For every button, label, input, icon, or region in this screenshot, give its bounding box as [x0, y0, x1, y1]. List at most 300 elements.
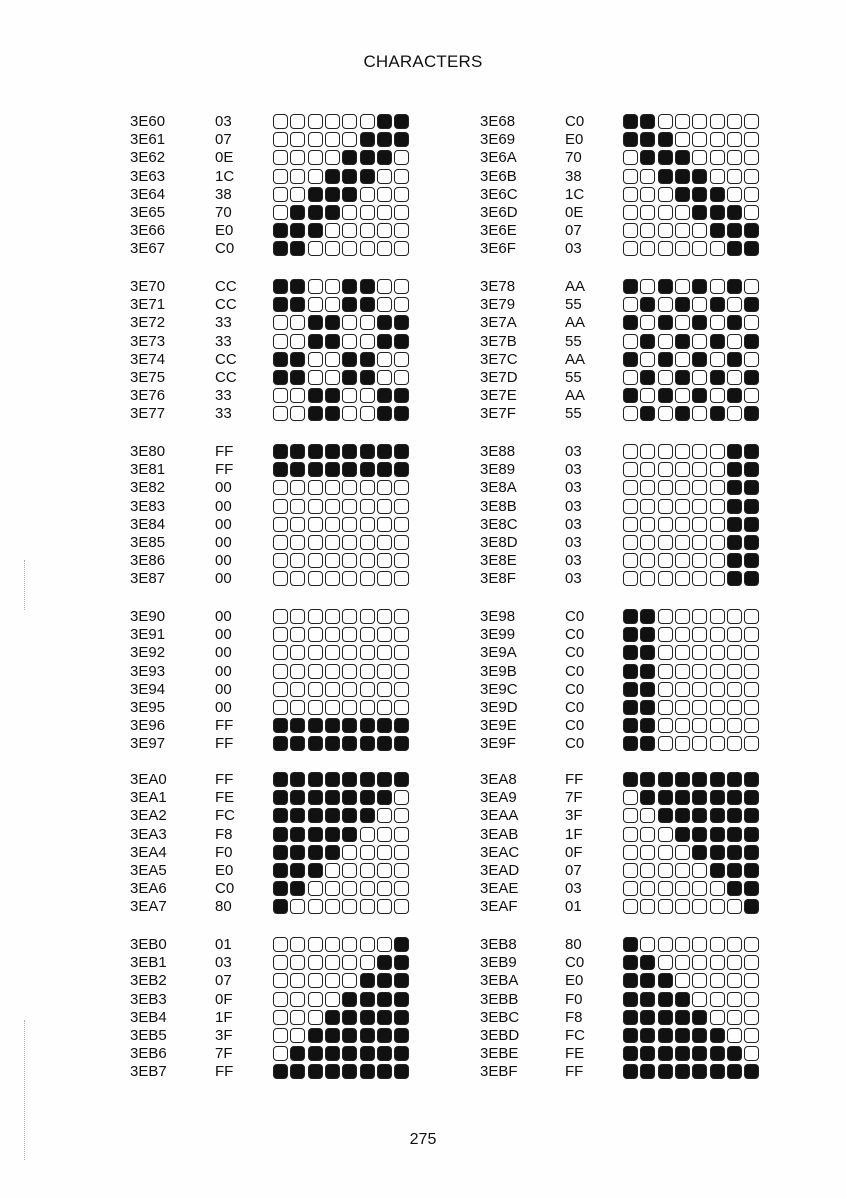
hex-value: FC [215, 807, 235, 825]
pixel-on [658, 1010, 673, 1025]
pixel-off [675, 279, 690, 294]
pixel-on [727, 790, 742, 805]
pixel-off [308, 370, 323, 385]
pixel-off [623, 808, 638, 823]
pixel-on [308, 736, 323, 751]
pixel-on [727, 499, 742, 514]
pixel-on [692, 169, 707, 184]
pixel-off [325, 352, 340, 367]
pixel-on [394, 718, 409, 733]
pixel-on [675, 1064, 690, 1079]
pixel-on [727, 462, 742, 477]
address-label: 3E97 [130, 735, 166, 753]
pixel-off [394, 682, 409, 697]
pixel-off [325, 150, 340, 165]
pixel-off [710, 553, 725, 568]
pixel-off [377, 881, 392, 896]
address-label: 3E84 [130, 515, 166, 533]
pixel-off [675, 845, 690, 860]
pixel-off [710, 609, 725, 624]
pixel-off [658, 334, 673, 349]
address-label: 3EB7 [130, 1063, 167, 1081]
pixel-off [658, 937, 673, 952]
pixel-off [360, 535, 375, 550]
pixel-off [308, 881, 323, 896]
pixel-off [360, 664, 375, 679]
address-label: 3EBA [480, 972, 519, 990]
pixel-off [640, 279, 655, 294]
pixel-off [675, 973, 690, 988]
pixel-off [658, 462, 673, 477]
hex-value: C0 [215, 880, 235, 898]
address-label: 3E70 [130, 278, 166, 295]
pixel-on [744, 881, 759, 896]
pixel-on [744, 480, 759, 495]
pixel-off [290, 480, 305, 495]
pixel-on [394, 1046, 409, 1061]
address-label: 3E81 [130, 461, 166, 479]
pixel-on [308, 863, 323, 878]
pixel-on [623, 627, 638, 642]
pixel-off [692, 899, 707, 914]
pixel-off [727, 132, 742, 147]
pixel-off [710, 241, 725, 256]
pixel-off [692, 571, 707, 586]
pixel-off [675, 955, 690, 970]
pixel-off [623, 297, 638, 312]
pixel-off [360, 682, 375, 697]
pixel-on [325, 334, 340, 349]
address-label: 3E72 [130, 314, 166, 332]
pixel-on [377, 406, 392, 421]
pixel-off [273, 937, 288, 952]
pixel-off [658, 499, 673, 514]
address-label: 3E67 [130, 240, 166, 258]
hex-value: FF [215, 461, 234, 479]
pixel-on [623, 1010, 638, 1025]
pixel-on [377, 1046, 392, 1061]
pixel-off [273, 973, 288, 988]
pixel-on [727, 241, 742, 256]
pixel-off [710, 132, 725, 147]
pixel-off [727, 682, 742, 697]
pixel-on [273, 881, 288, 896]
pixel-on [675, 370, 690, 385]
pixel-off [744, 609, 759, 624]
hex-value: C0 [565, 680, 585, 698]
pixel-off [692, 664, 707, 679]
pixel-off [623, 406, 638, 421]
pixel-off [692, 150, 707, 165]
address-label: 3E8A [480, 479, 517, 497]
pixel-off [377, 645, 392, 660]
pixel-on [360, 444, 375, 459]
pixel-off [623, 881, 638, 896]
pixel-off [394, 664, 409, 679]
pixel-off [640, 553, 655, 568]
pixel-off [710, 150, 725, 165]
pixel-off [727, 899, 742, 914]
pixel-on [692, 1010, 707, 1025]
pixel-on [727, 480, 742, 495]
pixel-off [692, 499, 707, 514]
pixel-on [744, 863, 759, 878]
pixel-off [290, 388, 305, 403]
hex-value: 03 [215, 113, 232, 130]
hex-value: F0 [565, 990, 583, 1008]
pixel-on [658, 790, 673, 805]
pixel-off [640, 444, 655, 459]
pixel-off [710, 279, 725, 294]
pixel-on [623, 718, 638, 733]
hex-value: C0 [565, 626, 585, 644]
pixel-on [308, 808, 323, 823]
pixel-on [692, 845, 707, 860]
pixel-off [342, 937, 357, 952]
pixel-off [342, 499, 357, 514]
pixel-off [675, 241, 690, 256]
pixel-on [325, 845, 340, 860]
hex-value: C0 [565, 608, 585, 625]
pixel-on [360, 1010, 375, 1025]
pixel-off [744, 718, 759, 733]
hex-value: 80 [565, 936, 582, 953]
pixel-on [710, 790, 725, 805]
pixel-on [623, 388, 638, 403]
pixel-off [658, 553, 673, 568]
pixel-on [394, 937, 409, 952]
pixel-off [727, 955, 742, 970]
hex-value: 55 [565, 296, 582, 314]
pixel-off [727, 736, 742, 751]
pixel-off [342, 480, 357, 495]
address-label: 3E87 [130, 570, 166, 588]
pixel-off [675, 682, 690, 697]
pixel-off [675, 462, 690, 477]
pixel-on [658, 150, 673, 165]
pixel-off [640, 480, 655, 495]
address-label: 3E92 [130, 644, 166, 662]
pixel-off [744, 664, 759, 679]
pixel-off [360, 627, 375, 642]
pixel-off [342, 955, 357, 970]
pixel-on [325, 1046, 340, 1061]
pixel-on [377, 1010, 392, 1025]
address-label: 3EB1 [130, 954, 167, 972]
pixel-off [325, 609, 340, 624]
pixel-off [273, 571, 288, 586]
pixel-on [710, 205, 725, 220]
pixel-on [692, 279, 707, 294]
pixel-off [710, 1010, 725, 1025]
pixel-off [744, 1028, 759, 1043]
address-label: 3E8D [480, 534, 518, 551]
pixel-off [394, 187, 409, 202]
hex-value: 03 [565, 240, 582, 258]
pixel-on [744, 370, 759, 385]
pixel-off [675, 480, 690, 495]
pixel-off [640, 535, 655, 550]
hex-value: FF [215, 717, 234, 735]
pixel-on [273, 718, 288, 733]
pixel-on [290, 279, 305, 294]
pixel-off [727, 937, 742, 952]
hex-value: E0 [565, 972, 584, 990]
pixel-off [623, 480, 638, 495]
pixel-off [360, 187, 375, 202]
pixel-off [273, 1028, 288, 1043]
hex-value: 03 [565, 534, 582, 551]
pixel-off [273, 114, 288, 129]
pixel-off [342, 899, 357, 914]
pixel-on [623, 700, 638, 715]
address-label: 3E69 [480, 131, 516, 149]
pixel-off [308, 114, 323, 129]
address-label: 3E77 [130, 405, 166, 423]
address-label: 3E78 [480, 278, 516, 295]
pixel-off [308, 955, 323, 970]
pixel-off [325, 370, 340, 385]
address-label: 3E83 [130, 497, 166, 515]
pixel-off [325, 627, 340, 642]
address-label: 3EB4 [130, 1008, 167, 1026]
pixel-on [308, 1046, 323, 1061]
pixel-on [658, 279, 673, 294]
pixel-off [710, 444, 725, 459]
pixel-on [394, 992, 409, 1007]
pixel-off [394, 279, 409, 294]
pixel-off [640, 315, 655, 330]
pixel-off [394, 352, 409, 367]
pixel-on [623, 609, 638, 624]
address-label: 3EA0 [130, 771, 167, 788]
pixel-on [640, 1046, 655, 1061]
pixel-off [727, 718, 742, 733]
address-label: 3E95 [130, 699, 166, 716]
pixel-off [308, 682, 323, 697]
pixel-off [727, 664, 742, 679]
hex-value: 1C [565, 185, 585, 203]
address-label: 3EA8 [480, 771, 517, 788]
pixel-off [640, 388, 655, 403]
pixel-off [640, 223, 655, 238]
pixel-on [308, 406, 323, 421]
pixel-on [710, 370, 725, 385]
pixel-off [290, 499, 305, 514]
pixel-off [675, 718, 690, 733]
pixel-off [658, 406, 673, 421]
pixel-on [377, 955, 392, 970]
address-label: 3E8B [480, 497, 517, 515]
pixel-off [658, 114, 673, 129]
pixel-on [273, 808, 288, 823]
pixel-on [290, 845, 305, 860]
address-label: 3E61 [130, 131, 166, 149]
pixel-off [273, 682, 288, 697]
hex-value: 01 [565, 898, 582, 916]
pixel-on [658, 1028, 673, 1043]
pixel-on [640, 370, 655, 385]
pixel-on [640, 772, 655, 787]
pixel-off [377, 241, 392, 256]
pixel-off [325, 645, 340, 660]
pixel-off [658, 444, 673, 459]
hex-value: CC [215, 278, 237, 295]
address-label: 3E89 [480, 461, 516, 479]
hex-value: CC [215, 369, 237, 386]
hex-value: FF [215, 443, 234, 460]
pixel-on [727, 772, 742, 787]
pixel-off [308, 352, 323, 367]
pixel-on [325, 462, 340, 477]
pixel-off [308, 609, 323, 624]
pixel-on [727, 571, 742, 586]
address-label: 3EB9 [480, 954, 517, 972]
pixel-on [658, 772, 673, 787]
pixel-on [623, 645, 638, 660]
pixel-off [377, 937, 392, 952]
pixel-off [273, 609, 288, 624]
hex-value: 38 [215, 185, 232, 203]
pixel-on [727, 388, 742, 403]
pixel-off [308, 700, 323, 715]
hex-value: C0 [565, 954, 585, 972]
pixel-off [394, 499, 409, 514]
hex-value: 07 [565, 862, 582, 879]
pixel-off [710, 535, 725, 550]
pixel-off [325, 571, 340, 586]
pixel-on [290, 881, 305, 896]
address-label: 3E98 [480, 608, 516, 625]
pixel-on [377, 1028, 392, 1043]
address-label: 3EAE [480, 880, 519, 898]
pixel-off [658, 899, 673, 914]
pixel-off [692, 406, 707, 421]
pixel-on [342, 462, 357, 477]
hex-value: C0 [215, 240, 235, 258]
pixel-off [394, 553, 409, 568]
pixel-off [273, 645, 288, 660]
pixel-off [360, 700, 375, 715]
pixel-off [640, 462, 655, 477]
pixel-on [658, 1046, 673, 1061]
pixel-on [744, 790, 759, 805]
pixel-on [342, 827, 357, 842]
pixel-off [308, 150, 323, 165]
pixel-on [744, 827, 759, 842]
address-label: 3E64 [130, 185, 166, 203]
pixel-off [273, 517, 288, 532]
hex-value: 33 [215, 387, 232, 405]
pixel-on [692, 315, 707, 330]
hex-value: E0 [565, 131, 584, 149]
pixel-off [623, 169, 638, 184]
pixel-off [394, 150, 409, 165]
pixel-on [623, 132, 638, 147]
pixel-on [290, 790, 305, 805]
pixel-off [727, 700, 742, 715]
hex-value: 00 [215, 662, 232, 680]
character-block [130, 608, 430, 753]
pixel-off [325, 517, 340, 532]
pixel-off [360, 899, 375, 914]
address-label: 3EA4 [130, 843, 167, 861]
pixel-on [744, 899, 759, 914]
pixel-off [710, 627, 725, 642]
pixel-off [692, 992, 707, 1007]
pixel-off [360, 480, 375, 495]
pixel-off [692, 881, 707, 896]
pixel-off [290, 150, 305, 165]
hex-value: AA [565, 387, 586, 405]
address-label: 3E8C [480, 515, 518, 533]
pixel-off [692, 114, 707, 129]
pixel-off [325, 114, 340, 129]
pixel-on [290, 241, 305, 256]
pixel-off [394, 517, 409, 532]
pixel-on [325, 187, 340, 202]
pixel-on [727, 881, 742, 896]
pixel-off [308, 480, 323, 495]
pixel-on [325, 736, 340, 751]
character-block [480, 113, 780, 258]
pixel-off [675, 645, 690, 660]
pixel-on [342, 808, 357, 823]
pixel-off [675, 535, 690, 550]
pixel-on [640, 1010, 655, 1025]
address-label: 3EBD [480, 1027, 520, 1044]
pixel-on [377, 315, 392, 330]
page-title: CHARACTERS [363, 52, 483, 71]
pixel-on [273, 352, 288, 367]
hex-value: 07 [565, 222, 582, 240]
pixel-on [360, 279, 375, 294]
pixel-off [692, 937, 707, 952]
pixel-off [394, 700, 409, 715]
hex-value: 07 [215, 972, 232, 990]
pixel-off [710, 682, 725, 697]
pixel-off [325, 535, 340, 550]
pixel-on [623, 279, 638, 294]
pixel-off [394, 790, 409, 805]
address-label: 3EAB [480, 825, 519, 843]
pixel-on [675, 992, 690, 1007]
pixel-on [727, 223, 742, 238]
pixel-on [325, 790, 340, 805]
pixel-on [623, 315, 638, 330]
page-number: 275 [409, 1131, 437, 1148]
hex-value: 33 [215, 405, 232, 423]
pixel-on [710, 223, 725, 238]
pixel-off [623, 845, 638, 860]
pixel-on [290, 1064, 305, 1079]
pixel-off [710, 881, 725, 896]
pixel-off [325, 973, 340, 988]
pixel-on [623, 114, 638, 129]
margin-mark [24, 560, 25, 610]
pixel-on [290, 1046, 305, 1061]
pixel-on [325, 444, 340, 459]
pixel-off [273, 334, 288, 349]
pixel-off [658, 955, 673, 970]
address-label: 3EA6 [130, 880, 167, 898]
pixel-on [342, 772, 357, 787]
pixel-off [710, 955, 725, 970]
pixel-on [273, 863, 288, 878]
pixel-on [692, 1028, 707, 1043]
hex-value: 00 [215, 680, 232, 698]
pixel-off [727, 370, 742, 385]
